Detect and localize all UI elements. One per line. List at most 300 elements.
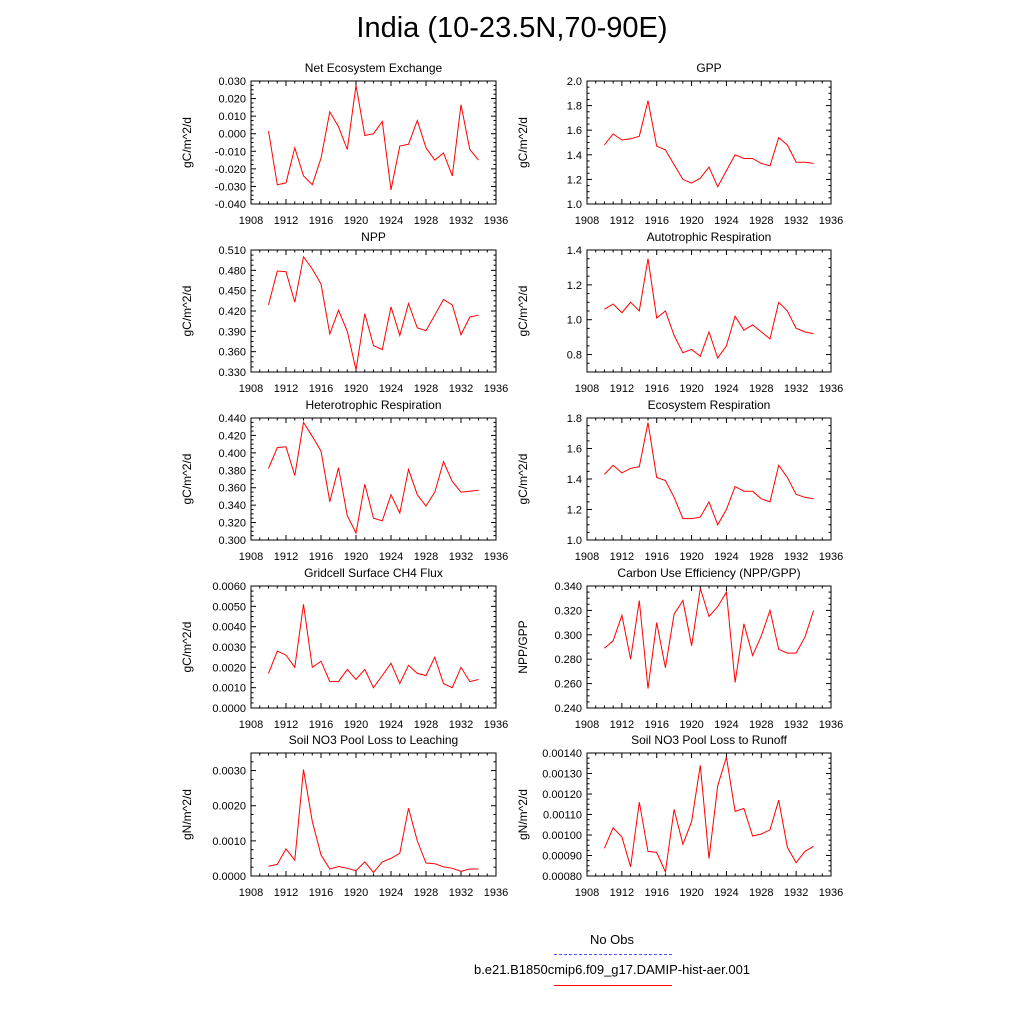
- data-point: [434, 314, 435, 315]
- y-tick-label: -0.020: [214, 163, 246, 176]
- y-tick-label: 1.0: [566, 314, 582, 327]
- data-point: [277, 447, 278, 448]
- series-line: [604, 757, 813, 872]
- data-point: [443, 683, 444, 684]
- data-point: [364, 313, 365, 314]
- data-point: [452, 868, 453, 869]
- data-point: [639, 802, 640, 803]
- series-line: [604, 259, 813, 358]
- x-tick-label: 1924: [714, 887, 739, 899]
- data-point: [338, 126, 339, 127]
- y-axis-label: gN/m^2/d: [180, 789, 194, 840]
- data-point: [674, 497, 675, 498]
- x-tick-label: 1924: [378, 719, 404, 731]
- y-tick-label: 1.4: [566, 149, 582, 162]
- data-point: [804, 637, 805, 638]
- y-tick-label: 0.0050: [212, 601, 246, 614]
- data-point: [604, 144, 605, 145]
- chart-panel-3: [516, 230, 843, 395]
- panel-title: Ecosystem Respiration: [647, 398, 771, 412]
- data-point: [425, 675, 426, 676]
- y-tick-label: 1.0: [566, 199, 582, 211]
- data-point: [769, 829, 770, 830]
- x-tick-label: 1924: [714, 383, 739, 395]
- data-point: [735, 316, 736, 317]
- data-point: [787, 653, 788, 654]
- data-point: [726, 592, 727, 593]
- data-point: [639, 600, 640, 601]
- x-tick-label: 1908: [238, 551, 264, 563]
- data-point: [682, 179, 683, 180]
- data-point: [630, 138, 631, 139]
- data-point: [452, 175, 453, 176]
- y-axis-label: gC/m^2/d: [180, 117, 194, 168]
- y-tick-label: 0.0010: [212, 835, 246, 848]
- series-line: [269, 770, 479, 873]
- data-point: [761, 635, 762, 636]
- x-tick-label: 1912: [609, 215, 635, 227]
- y-tick-label: 0.300: [218, 535, 246, 547]
- data-point: [355, 679, 356, 680]
- data-point: [665, 871, 666, 872]
- data-point: [268, 673, 269, 674]
- data-point: [708, 616, 709, 617]
- data-point: [434, 491, 435, 492]
- data-point: [639, 310, 640, 311]
- data-point: [329, 111, 330, 112]
- data-point: [443, 299, 444, 300]
- data-point: [338, 310, 339, 311]
- x-tick-label: 1920: [679, 551, 704, 563]
- y-tick-label: 1.6: [566, 443, 582, 456]
- data-point: [382, 121, 383, 122]
- x-tick-label: 1908: [238, 215, 264, 227]
- data-point: [303, 604, 304, 605]
- data-point: [469, 491, 470, 492]
- data-point: [460, 667, 461, 668]
- series-line: [604, 588, 813, 688]
- data-point: [268, 304, 269, 305]
- plot-frame: [251, 753, 496, 876]
- data-point: [621, 472, 622, 473]
- data-point: [621, 836, 622, 837]
- chart-panel-4: [180, 398, 508, 563]
- data-point: [743, 623, 744, 624]
- data-point: [813, 498, 814, 499]
- data-point: [613, 303, 614, 304]
- y-tick-label: 0.0030: [212, 765, 246, 778]
- data-point: [761, 498, 762, 499]
- data-point: [347, 868, 348, 869]
- data-point: [726, 170, 727, 171]
- data-point: [312, 268, 313, 269]
- x-tick-label: 1912: [273, 215, 299, 227]
- data-point: [443, 461, 444, 462]
- x-tick-label: 1916: [308, 719, 334, 731]
- y-tick-label: 0.340: [218, 500, 246, 513]
- legend-label-no-obs: No Obs: [589, 932, 635, 947]
- data-point: [399, 145, 400, 146]
- data-point: [338, 681, 339, 682]
- y-tick-label: 0.00090: [542, 850, 582, 863]
- y-tick-label: 0.020: [218, 93, 246, 106]
- data-point: [735, 682, 736, 683]
- panel-title: GPP: [696, 61, 722, 75]
- data-point: [478, 314, 479, 315]
- y-tick-label: 0.450: [218, 285, 246, 298]
- data-point: [813, 163, 814, 164]
- data-point: [778, 649, 779, 650]
- data-point: [294, 302, 295, 303]
- data-point: [621, 615, 622, 616]
- x-tick-label: 1920: [679, 719, 704, 731]
- data-point: [796, 862, 797, 863]
- data-point: [691, 182, 692, 183]
- chart-panel-5: [516, 398, 843, 563]
- data-point: [303, 422, 304, 423]
- series-line: [604, 423, 813, 525]
- y-tick-label: 2.0: [566, 76, 582, 88]
- data-point: [355, 85, 356, 86]
- data-point: [425, 147, 426, 148]
- x-tick-label: 1932: [448, 383, 474, 395]
- data-point: [382, 520, 383, 521]
- x-tick-label: 1916: [644, 383, 669, 395]
- data-point: [726, 345, 727, 346]
- chart-panel-2: [180, 230, 508, 395]
- x-tick-label: 1916: [644, 719, 669, 731]
- data-point: [390, 858, 391, 859]
- x-tick-label: 1916: [308, 215, 334, 227]
- legend-line-model: [554, 985, 672, 986]
- data-point: [674, 335, 675, 336]
- data-point: [717, 606, 718, 607]
- x-tick-label: 1932: [783, 719, 809, 731]
- data-point: [285, 271, 286, 272]
- y-tick-label: 1.8: [566, 413, 582, 425]
- x-tick-label: 1936: [818, 383, 844, 395]
- x-tick-label: 1932: [783, 215, 809, 227]
- y-tick-label: 0.0020: [212, 662, 246, 675]
- x-tick-label: 1916: [308, 551, 334, 563]
- data-point: [382, 861, 383, 862]
- plot-frame: [587, 586, 831, 708]
- data-point: [735, 154, 736, 155]
- x-tick-label: 1932: [448, 215, 474, 227]
- data-point: [796, 162, 797, 163]
- x-tick-label: 1928: [413, 887, 439, 899]
- y-tick-label: 0.010: [218, 111, 246, 124]
- y-tick-label: 0.00100: [542, 830, 582, 842]
- data-point: [320, 451, 321, 452]
- y-tick-label: 0.360: [218, 482, 246, 495]
- x-tick-label: 1908: [238, 887, 264, 899]
- panel-title: Carbon Use Efficiency (NPP/GPP): [617, 566, 801, 580]
- y-tick-label: 0.380: [218, 465, 246, 478]
- data-point: [347, 331, 348, 332]
- data-point: [796, 328, 797, 329]
- data-point: [647, 422, 648, 423]
- y-tick-label: 0.340: [554, 581, 582, 593]
- data-point: [294, 860, 295, 861]
- panel-title: Soil NO3 Pool Loss to Runoff: [631, 733, 787, 747]
- x-tick-label: 1908: [574, 551, 600, 563]
- x-tick-label: 1912: [273, 719, 299, 731]
- data-point: [460, 871, 461, 872]
- chart-panel-0: [180, 61, 508, 227]
- data-point: [390, 494, 391, 495]
- data-point: [285, 182, 286, 183]
- x-tick-label: 1912: [609, 551, 635, 563]
- data-point: [804, 331, 805, 332]
- data-point: [700, 178, 701, 179]
- data-point: [691, 518, 692, 519]
- data-point: [665, 480, 666, 481]
- plot-frame: [251, 81, 496, 204]
- data-point: [717, 186, 718, 187]
- data-point: [717, 785, 718, 786]
- y-tick-label: -0.010: [214, 146, 246, 159]
- data-point: [338, 467, 339, 468]
- data-point: [303, 769, 304, 770]
- data-point: [373, 345, 374, 346]
- x-tick-label: 1924: [714, 215, 739, 227]
- data-point: [804, 162, 805, 163]
- data-point: [674, 613, 675, 614]
- y-tick-label: 0.510: [218, 245, 246, 257]
- data-point: [469, 681, 470, 682]
- data-point: [604, 309, 605, 310]
- data-point: [460, 491, 461, 492]
- x-tick-label: 1928: [749, 383, 774, 395]
- x-tick-label: 1936: [483, 215, 509, 227]
- data-point: [329, 501, 330, 502]
- data-point: [373, 687, 374, 688]
- page-title: India (10-23.5N,70-90E): [356, 12, 668, 44]
- data-point: [320, 158, 321, 159]
- panel-title: Autotrophic Respiration: [646, 230, 772, 244]
- data-point: [796, 653, 797, 654]
- x-tick-label: 1920: [343, 215, 369, 227]
- data-point: [268, 866, 269, 867]
- data-point: [656, 852, 657, 853]
- data-point: [443, 152, 444, 153]
- data-point: [434, 657, 435, 658]
- data-point: [717, 524, 718, 525]
- x-tick-label: 1928: [413, 719, 439, 731]
- data-point: [268, 468, 269, 469]
- x-tick-label: 1936: [483, 383, 509, 395]
- data-point: [743, 808, 744, 809]
- x-tick-label: 1912: [609, 887, 635, 899]
- y-axis-label: gC/m^2/d: [516, 453, 530, 505]
- data-point: [639, 136, 640, 137]
- y-tick-label: 1.6: [566, 125, 582, 138]
- data-point: [761, 833, 762, 834]
- data-point: [408, 469, 409, 470]
- data-point: [604, 848, 605, 849]
- x-tick-label: 1932: [448, 719, 474, 731]
- x-tick-label: 1920: [679, 383, 704, 395]
- plot-frame: [587, 81, 831, 204]
- data-point: [735, 486, 736, 487]
- y-tick-label: -0.040: [214, 199, 246, 211]
- data-point: [796, 494, 797, 495]
- data-point: [752, 835, 753, 836]
- x-tick-label: 1912: [273, 887, 299, 899]
- x-tick-label: 1924: [378, 551, 404, 563]
- x-tick-label: 1936: [818, 719, 844, 731]
- data-point: [408, 303, 409, 304]
- data-point: [769, 610, 770, 611]
- panel-title: Net Ecosystem Exchange: [304, 61, 443, 75]
- x-tick-label: 1916: [644, 551, 669, 563]
- x-tick-label: 1928: [749, 551, 774, 563]
- data-point: [417, 327, 418, 328]
- data-point: [347, 669, 348, 670]
- x-tick-label: 1928: [413, 551, 439, 563]
- x-tick-label: 1912: [273, 551, 299, 563]
- data-point: [417, 673, 418, 674]
- panel-title: Heterotrophic Respiration: [305, 398, 442, 412]
- y-tick-label: 0.330: [218, 367, 246, 379]
- y-tick-label: 0.390: [218, 326, 246, 339]
- data-point: [312, 667, 313, 668]
- y-tick-label: 1.4: [566, 474, 582, 486]
- data-point: [417, 840, 418, 841]
- y-tick-label: 1.4: [566, 245, 582, 257]
- data-point: [604, 474, 605, 475]
- y-axis-label: gN/m^2/d: [516, 789, 530, 840]
- x-tick-label: 1932: [783, 887, 809, 899]
- y-tick-label: 0.260: [554, 678, 582, 691]
- data-point: [778, 465, 779, 466]
- x-tick-label: 1932: [783, 551, 809, 563]
- x-tick-label: 1908: [574, 887, 600, 899]
- data-point: [656, 477, 657, 478]
- data-point: [399, 683, 400, 684]
- x-tick-label: 1912: [609, 383, 635, 395]
- data-point: [277, 270, 278, 271]
- data-point: [708, 858, 709, 859]
- data-point: [700, 356, 701, 357]
- plot-frame: [251, 586, 496, 708]
- y-tick-label: 0.00110: [543, 809, 582, 822]
- x-tick-label: 1924: [378, 887, 404, 899]
- x-tick-label: 1932: [448, 551, 474, 563]
- data-point: [717, 357, 718, 358]
- chart-panel-8: [180, 733, 508, 899]
- data-point: [743, 491, 744, 492]
- data-point: [630, 468, 631, 469]
- chart-panel-6: [180, 566, 508, 731]
- data-point: [656, 622, 657, 623]
- data-point: [277, 184, 278, 185]
- data-point: [621, 139, 622, 140]
- data-point: [647, 100, 648, 101]
- x-tick-label: 1928: [749, 215, 774, 227]
- data-point: [320, 661, 321, 662]
- x-tick-label: 1916: [644, 887, 669, 899]
- series-line: [604, 101, 813, 187]
- data-point: [417, 120, 418, 121]
- data-point: [674, 809, 675, 810]
- data-point: [630, 659, 631, 660]
- data-point: [329, 681, 330, 682]
- data-point: [285, 848, 286, 849]
- data-point: [277, 864, 278, 865]
- data-point: [355, 870, 356, 871]
- x-tick-label: 1928: [413, 383, 439, 395]
- x-tick-label: 1908: [574, 719, 600, 731]
- data-point: [691, 349, 692, 350]
- x-tick-label: 1920: [679, 215, 704, 227]
- data-point: [469, 149, 470, 150]
- y-tick-label: 1.2: [566, 174, 582, 187]
- data-point: [478, 159, 479, 160]
- panel-title: NPP: [361, 230, 386, 244]
- data-point: [452, 481, 453, 482]
- data-point: [813, 333, 814, 334]
- data-point: [303, 256, 304, 257]
- data-point: [364, 135, 365, 136]
- legend-label-model: b.e21.B1850cmip6.f09_g17.DAMIP-hist-aer.001: [473, 962, 751, 977]
- data-point: [277, 650, 278, 651]
- data-point: [752, 324, 753, 325]
- x-tick-label: 1912: [609, 719, 635, 731]
- data-point: [761, 331, 762, 332]
- data-point: [364, 484, 365, 485]
- plot-frame: [251, 250, 496, 372]
- data-point: [355, 532, 356, 533]
- data-point: [778, 302, 779, 303]
- data-point: [787, 477, 788, 478]
- data-point: [390, 189, 391, 190]
- data-point: [743, 330, 744, 331]
- chart-panel-7: [516, 566, 843, 731]
- x-tick-label: 1932: [783, 383, 809, 395]
- data-point: [708, 331, 709, 332]
- y-tick-label: 0.00130: [542, 768, 582, 781]
- x-tick-label: 1920: [343, 383, 369, 395]
- data-point: [443, 866, 444, 867]
- data-point: [294, 667, 295, 668]
- data-point: [630, 302, 631, 303]
- data-point: [778, 137, 779, 138]
- data-point: [478, 490, 479, 491]
- y-tick-label: 0.0000: [212, 871, 246, 883]
- data-point: [613, 640, 614, 641]
- data-point: [320, 854, 321, 855]
- data-point: [312, 184, 313, 185]
- y-tick-label: -0.030: [214, 181, 246, 194]
- y-tick-label: 0.00120: [542, 789, 582, 801]
- y-tick-label: 1.2: [566, 279, 582, 292]
- data-point: [682, 600, 683, 601]
- data-point: [769, 165, 770, 166]
- data-point: [647, 851, 648, 852]
- y-tick-label: 0.0020: [212, 800, 246, 813]
- data-point: [761, 163, 762, 164]
- y-tick-label: 0.240: [554, 703, 582, 715]
- x-tick-label: 1932: [448, 887, 474, 899]
- x-tick-label: 1920: [343, 719, 369, 731]
- data-point: [399, 853, 400, 854]
- data-point: [743, 158, 744, 159]
- x-tick-label: 1920: [679, 887, 704, 899]
- y-tick-label: 0.8: [566, 349, 582, 362]
- data-point: [364, 669, 365, 670]
